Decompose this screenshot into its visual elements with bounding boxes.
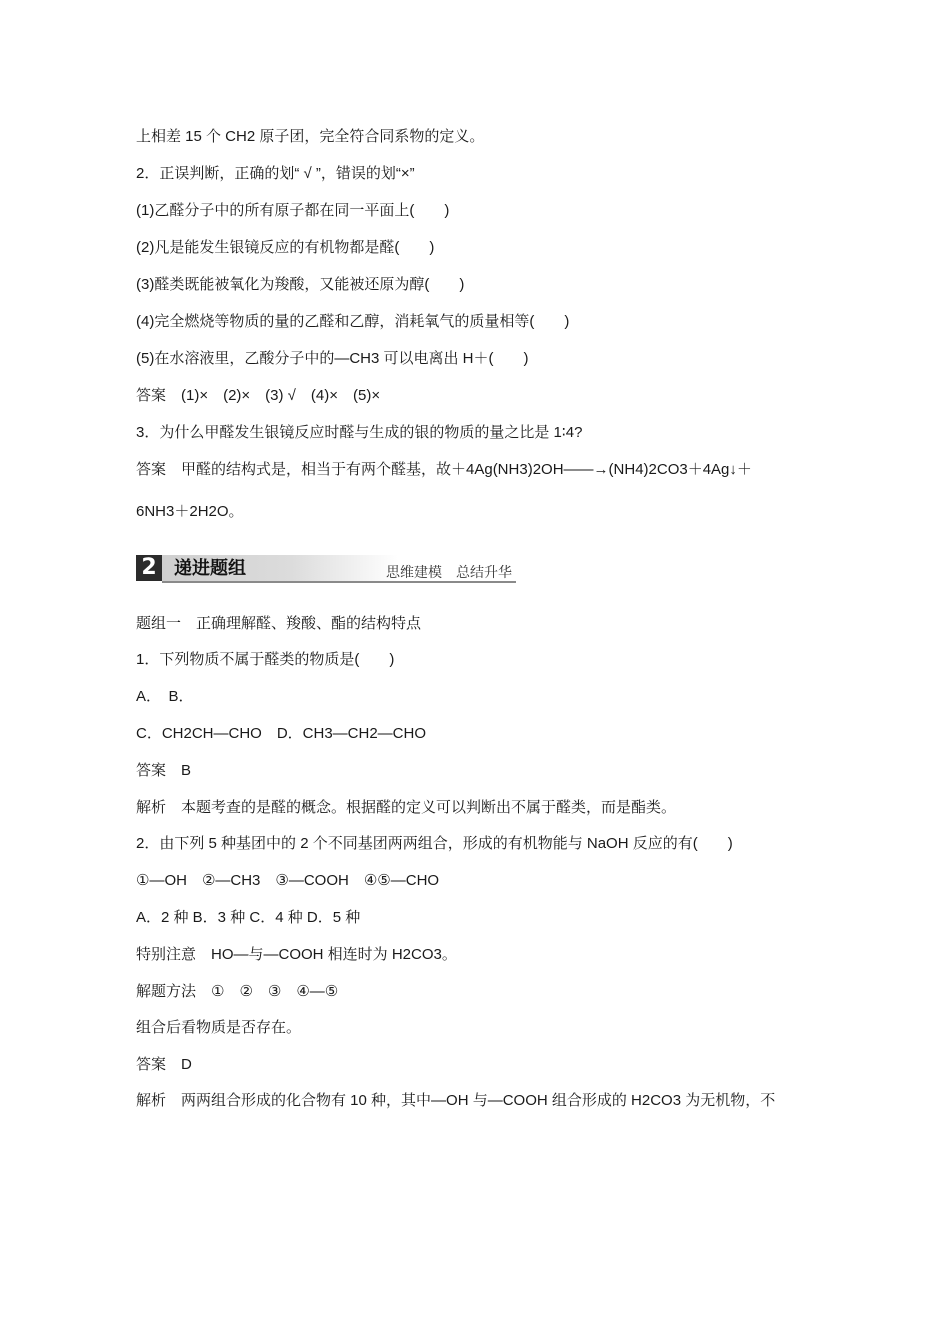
statement-5: (5)在水溶液里，乙酸分子中的—CH3 可以电离出 H＋( ) [136,350,529,367]
section-header [136,555,516,585]
question-3-heading: 3．为什么甲醛发生银镜反应时醛与生成的银的物质的量之比是 1∶4? [136,424,583,441]
section-divider [162,581,516,583]
options-line: A． B． [136,688,194,705]
statement-1: (1)乙醛分子中的所有原子都在同一平面上( ) [136,202,450,219]
method-line: 解题方法 ① ② ③ ④—⑤ [136,983,339,1000]
method-line-continued: 组合后看物质是否存在。 [136,1019,302,1036]
options-line: C．CH2CH—CHO D．CH3—CH2—CHO [136,725,427,742]
section-title: 递进题组 [174,558,246,578]
groups-line: ①—OH ②—CH3 ③—COOH ④⑤—CHO [136,872,440,889]
answer-line: 答案 D [136,1056,192,1073]
section-subtitle: 思维建模 总结升华 [386,564,512,580]
answer-line-continued: 6NH3＋2H2O。 [136,503,244,520]
question-2-heading: 2．正误判断，正确的划“ √ ”，错误的划“×” [136,165,415,182]
statement-2: (2)凡是能发生银镜反应的有机物都是醛( ) [136,239,435,256]
section-number: 2 [136,555,162,581]
text-line: 上相差 15 个 CH2 原子团，完全符合同系物的定义。 [136,128,485,145]
question-1-heading: 1．下列物质不属于醛类的物质是( ) [136,651,395,668]
analysis-line: 解析 本题考查的是醛的概念。根据醛的定义可以判断出不属于醛类，而是酯类。 [136,799,677,816]
answer-line: 答案 (1)× (2)× (3) √ (4)× (5)× [136,387,381,404]
options-line: A．2 种 B．3 种 C．4 种 D．5 种 [136,909,361,926]
answer-line: 答案 B [136,762,192,779]
note-line: 特别注意 HO—与—COOH 相连时为 H2CO3。 [136,946,457,963]
group-heading: 题组一 正确理解醛、羧酸、酯的结构特点 [136,615,422,632]
analysis-line: 解析 两两组合形成的化合物有 10 种，其中—OH 与—COOH 组合形成的 H2CO3 为无机物，不 [136,1092,776,1109]
answer-line: 答案 甲醛的结构式是，相当于有两个醛基，故＋4Ag(NH3)2OH――→(NH4)2CO3＋4Ag↓＋ [136,461,752,478]
statement-4: (4)完全燃烧等物质的量的乙醛和乙醇，消耗氧气的质量相等( ) [136,313,570,330]
question-2-heading: 2．由下列 5 种基团中的 2 个不同基团两两组合，形成的有机物能与 NaOH 反应的有( ) [136,835,733,852]
statement-3: (3)醛类既能被氧化为羧酸，又能被还原为醇( ) [136,276,465,293]
